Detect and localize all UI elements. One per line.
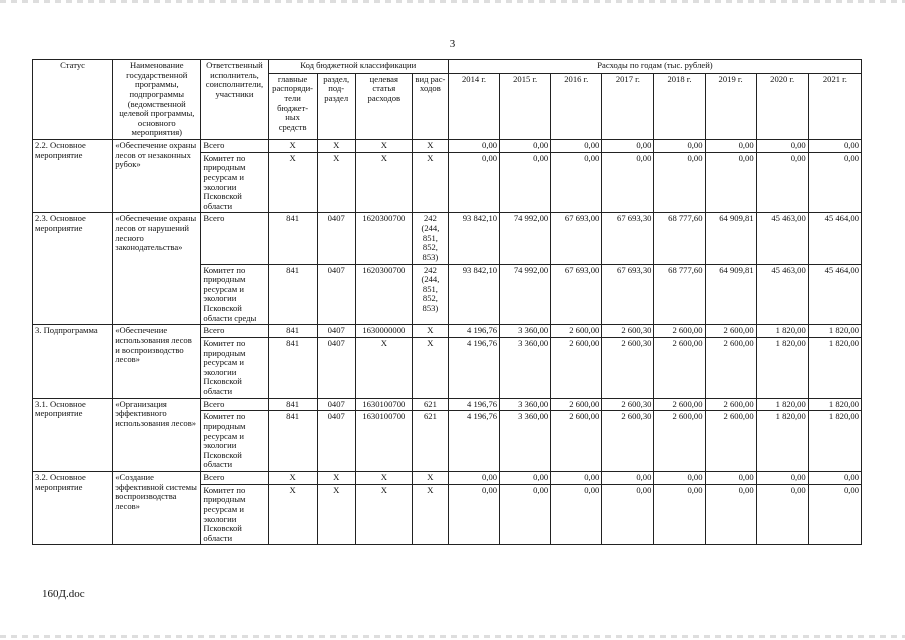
responsible-cell: Всего: [201, 325, 268, 338]
amount-cell: 0,00: [602, 152, 654, 213]
amount-cell: 2 600,30: [602, 411, 654, 472]
grbs-cell: 841: [268, 264, 317, 325]
table-row: [33, 140, 862, 153]
section-cell: 0407: [317, 398, 355, 411]
section-cell: X: [317, 484, 355, 545]
amount-cell: 0,00: [808, 472, 861, 485]
table-body: [33, 140, 862, 545]
amount-cell: 0,00: [602, 140, 654, 153]
amount-cell: 0,00: [448, 484, 499, 545]
header-year: 2014 г.: [448, 73, 499, 139]
header-kbk-grbs: главные распоряди-тели бюджет-ных средств: [268, 73, 317, 139]
grbs-cell: X: [268, 484, 317, 545]
footer-filename: 160Д.doc: [42, 588, 85, 600]
amount-cell: 2 600,00: [705, 411, 756, 472]
amount-cell: 0,00: [602, 472, 654, 485]
header-year: 2018 г.: [654, 73, 705, 139]
amount-cell: 2 600,00: [705, 337, 756, 398]
amount-cell: 2 600,30: [602, 398, 654, 411]
scan-edge-top: [0, 0, 905, 3]
table-row: [33, 325, 862, 338]
amount-cell: 0,00: [551, 140, 602, 153]
status-cell: 2.2. Основное мероприятие: [33, 140, 113, 213]
responsible-cell: Комитет по природным ресурсам и экологии Псковской области среды: [201, 264, 268, 325]
amount-cell: 1 820,00: [756, 398, 808, 411]
amount-cell: 45 463,00: [756, 213, 808, 264]
budget-table: [32, 59, 862, 545]
amount-cell: 0,00: [654, 472, 705, 485]
amount-cell: 4 196,76: [448, 411, 499, 472]
amount-cell: 4 196,76: [448, 398, 499, 411]
target-article-cell: X: [355, 337, 412, 398]
program-name-cell: «Обеспечение охраны лесов от нарушений лесного законодательства»: [113, 213, 201, 325]
amount-cell: 67 693,30: [602, 264, 654, 325]
responsible-cell: Всего: [201, 140, 268, 153]
header-year: 2016 г.: [551, 73, 602, 139]
grbs-cell: 841: [268, 213, 317, 264]
amount-cell: 0,00: [500, 140, 551, 153]
amount-cell: 2 600,00: [654, 337, 705, 398]
amount-cell: 74 992,00: [500, 264, 551, 325]
responsible-cell: Всего: [201, 213, 268, 264]
section-cell: 0407: [317, 411, 355, 472]
header-kbk-group: Код бюджетной классификации: [268, 60, 448, 74]
amount-cell: 0,00: [756, 472, 808, 485]
amount-cell: 74 992,00: [500, 213, 551, 264]
amount-cell: 4 196,76: [448, 325, 499, 338]
header-kbk-section: раздел, под-раздел: [317, 73, 355, 139]
amount-cell: 93 842,10: [448, 264, 499, 325]
amount-cell: 0,00: [654, 484, 705, 545]
amount-cell: 2 600,00: [551, 337, 602, 398]
header-year: 2021 г.: [808, 73, 861, 139]
amount-cell: 3 360,00: [500, 411, 551, 472]
page-number: 3: [449, 38, 456, 50]
program-name-cell: «Обеспечение использования лесов и воспроизводство лесов»: [113, 325, 201, 398]
amount-cell: 0,00: [654, 152, 705, 213]
amount-cell: 3 360,00: [500, 337, 551, 398]
table-row: [33, 213, 862, 264]
amount-cell: 67 693,00: [551, 264, 602, 325]
amount-cell: 45 464,00: [808, 213, 861, 264]
amount-cell: 0,00: [756, 140, 808, 153]
target-article-cell: X: [355, 140, 412, 153]
amount-cell: 0,00: [500, 484, 551, 545]
target-article-cell: 1630100700: [355, 411, 412, 472]
amount-cell: 2 600,30: [602, 337, 654, 398]
amount-cell: 93 842,10: [448, 213, 499, 264]
amount-cell: 0,00: [551, 152, 602, 213]
grbs-cell: X: [268, 140, 317, 153]
section-cell: 0407: [317, 337, 355, 398]
responsible-cell: Комитет по природным ресурсам и экологии Псковской области: [201, 152, 268, 213]
section-cell: 0407: [317, 213, 355, 264]
amount-cell: 0,00: [654, 140, 705, 153]
amount-cell: 2 600,00: [551, 411, 602, 472]
grbs-cell: 841: [268, 411, 317, 472]
amount-cell: 64 909,81: [705, 213, 756, 264]
amount-cell: 0,00: [448, 472, 499, 485]
target-article-cell: 1630000000: [355, 325, 412, 338]
target-article-cell: 1630100700: [355, 398, 412, 411]
program-name-cell: «Организация эффективного использования лесов»: [113, 398, 201, 471]
scan-edge-bottom: [0, 635, 905, 638]
amount-cell: 2 600,00: [705, 325, 756, 338]
table-row: [33, 398, 862, 411]
section-cell: X: [317, 140, 355, 153]
amount-cell: 67 693,00: [551, 213, 602, 264]
header-name: Наименование государственной программы, подпрограммы (ведомственной целевой программы, основного мероприятия): [113, 60, 201, 140]
amount-cell: 1 820,00: [756, 411, 808, 472]
program-name-cell: «Создание эффективной системы воспроизводства лесов»: [113, 472, 201, 545]
section-cell: X: [317, 152, 355, 213]
amount-cell: 2 600,00: [551, 398, 602, 411]
amount-cell: 68 777,60: [654, 213, 705, 264]
amount-cell: 0,00: [551, 472, 602, 485]
target-article-cell: 1620300700: [355, 264, 412, 325]
amount-cell: 1 820,00: [808, 398, 861, 411]
amount-cell: 1 820,00: [808, 411, 861, 472]
grbs-cell: 841: [268, 398, 317, 411]
header-kbk-type: вид рас-ходов: [412, 73, 448, 139]
header-expenses-group: Расходы по годам (тыс. рублей): [448, 60, 861, 74]
amount-cell: 0,00: [500, 152, 551, 213]
responsible-cell: Комитет по природным ресурсам и экологии Псковской области: [201, 484, 268, 545]
amount-cell: 0,00: [500, 472, 551, 485]
amount-cell: 0,00: [551, 484, 602, 545]
amount-cell: 0,00: [705, 484, 756, 545]
status-cell: 3. Подпрограмма: [33, 325, 113, 398]
amount-cell: 0,00: [808, 140, 861, 153]
amount-cell: 0,00: [808, 484, 861, 545]
amount-cell: 2 600,00: [654, 325, 705, 338]
expense-type-cell: X: [412, 325, 448, 338]
header-year: 2019 г.: [705, 73, 756, 139]
amount-cell: 4 196,76: [448, 337, 499, 398]
amount-cell: 0,00: [602, 484, 654, 545]
expense-type-cell: X: [412, 152, 448, 213]
grbs-cell: X: [268, 472, 317, 485]
amount-cell: 45 463,00: [756, 264, 808, 325]
grbs-cell: 841: [268, 337, 317, 398]
amount-cell: 1 820,00: [808, 325, 861, 338]
expense-type-cell: X: [412, 472, 448, 485]
amount-cell: 67 693,30: [602, 213, 654, 264]
section-cell: 0407: [317, 325, 355, 338]
amount-cell: 2 600,30: [602, 325, 654, 338]
amount-cell: 0,00: [705, 152, 756, 213]
amount-cell: 0,00: [756, 484, 808, 545]
expense-type-cell: X: [412, 337, 448, 398]
amount-cell: 0,00: [808, 152, 861, 213]
header-year: 2017 г.: [602, 73, 654, 139]
target-article-cell: 1620300700: [355, 213, 412, 264]
amount-cell: 64 909,81: [705, 264, 756, 325]
header-status: Статус: [33, 60, 113, 140]
status-cell: 3.1. Основное мероприятие: [33, 398, 113, 471]
amount-cell: 0,00: [705, 140, 756, 153]
expense-type-cell: 242 (244, 851, 852, 853): [412, 264, 448, 325]
responsible-cell: Комитет по природным ресурсам и экологии Псковской области: [201, 411, 268, 472]
grbs-cell: 841: [268, 325, 317, 338]
amount-cell: 0,00: [448, 140, 499, 153]
section-cell: 0407: [317, 264, 355, 325]
amount-cell: 2 600,00: [551, 325, 602, 338]
section-cell: X: [317, 472, 355, 485]
status-cell: 2.3. Основное мероприятие: [33, 213, 113, 325]
target-article-cell: X: [355, 484, 412, 545]
header-responsible: Ответственный исполнитель, соисполнители, участники: [201, 60, 268, 140]
responsible-cell: Всего: [201, 472, 268, 485]
amount-cell: 68 777,60: [654, 264, 705, 325]
expense-type-cell: 242 (244, 851, 852, 853): [412, 213, 448, 264]
amount-cell: 2 600,00: [654, 411, 705, 472]
target-article-cell: X: [355, 152, 412, 213]
amount-cell: 2 600,00: [654, 398, 705, 411]
header-year: 2015 г.: [500, 73, 551, 139]
responsible-cell: Комитет по природным ресурсам и экологии Псковской области: [201, 337, 268, 398]
amount-cell: 1 820,00: [756, 325, 808, 338]
amount-cell: 0,00: [448, 152, 499, 213]
responsible-cell: Всего: [201, 398, 268, 411]
expense-type-cell: 621: [412, 411, 448, 472]
expense-type-cell: X: [412, 140, 448, 153]
amount-cell: 3 360,00: [500, 398, 551, 411]
header-kbk-target: целевая статья расходов: [355, 73, 412, 139]
header-year: 2020 г.: [756, 73, 808, 139]
amount-cell: 0,00: [705, 472, 756, 485]
grbs-cell: X: [268, 152, 317, 213]
table-row: [33, 472, 862, 485]
expense-type-cell: X: [412, 484, 448, 545]
amount-cell: 1 820,00: [756, 337, 808, 398]
status-cell: 3.2. Основное мероприятие: [33, 472, 113, 545]
amount-cell: 0,00: [756, 152, 808, 213]
target-article-cell: X: [355, 472, 412, 485]
amount-cell: 1 820,00: [808, 337, 861, 398]
program-name-cell: «Обеспечение охраны лесов от незаконных рубок»: [113, 140, 201, 213]
amount-cell: 2 600,00: [705, 398, 756, 411]
amount-cell: 3 360,00: [500, 325, 551, 338]
amount-cell: 45 464,00: [808, 264, 861, 325]
expense-type-cell: 621: [412, 398, 448, 411]
